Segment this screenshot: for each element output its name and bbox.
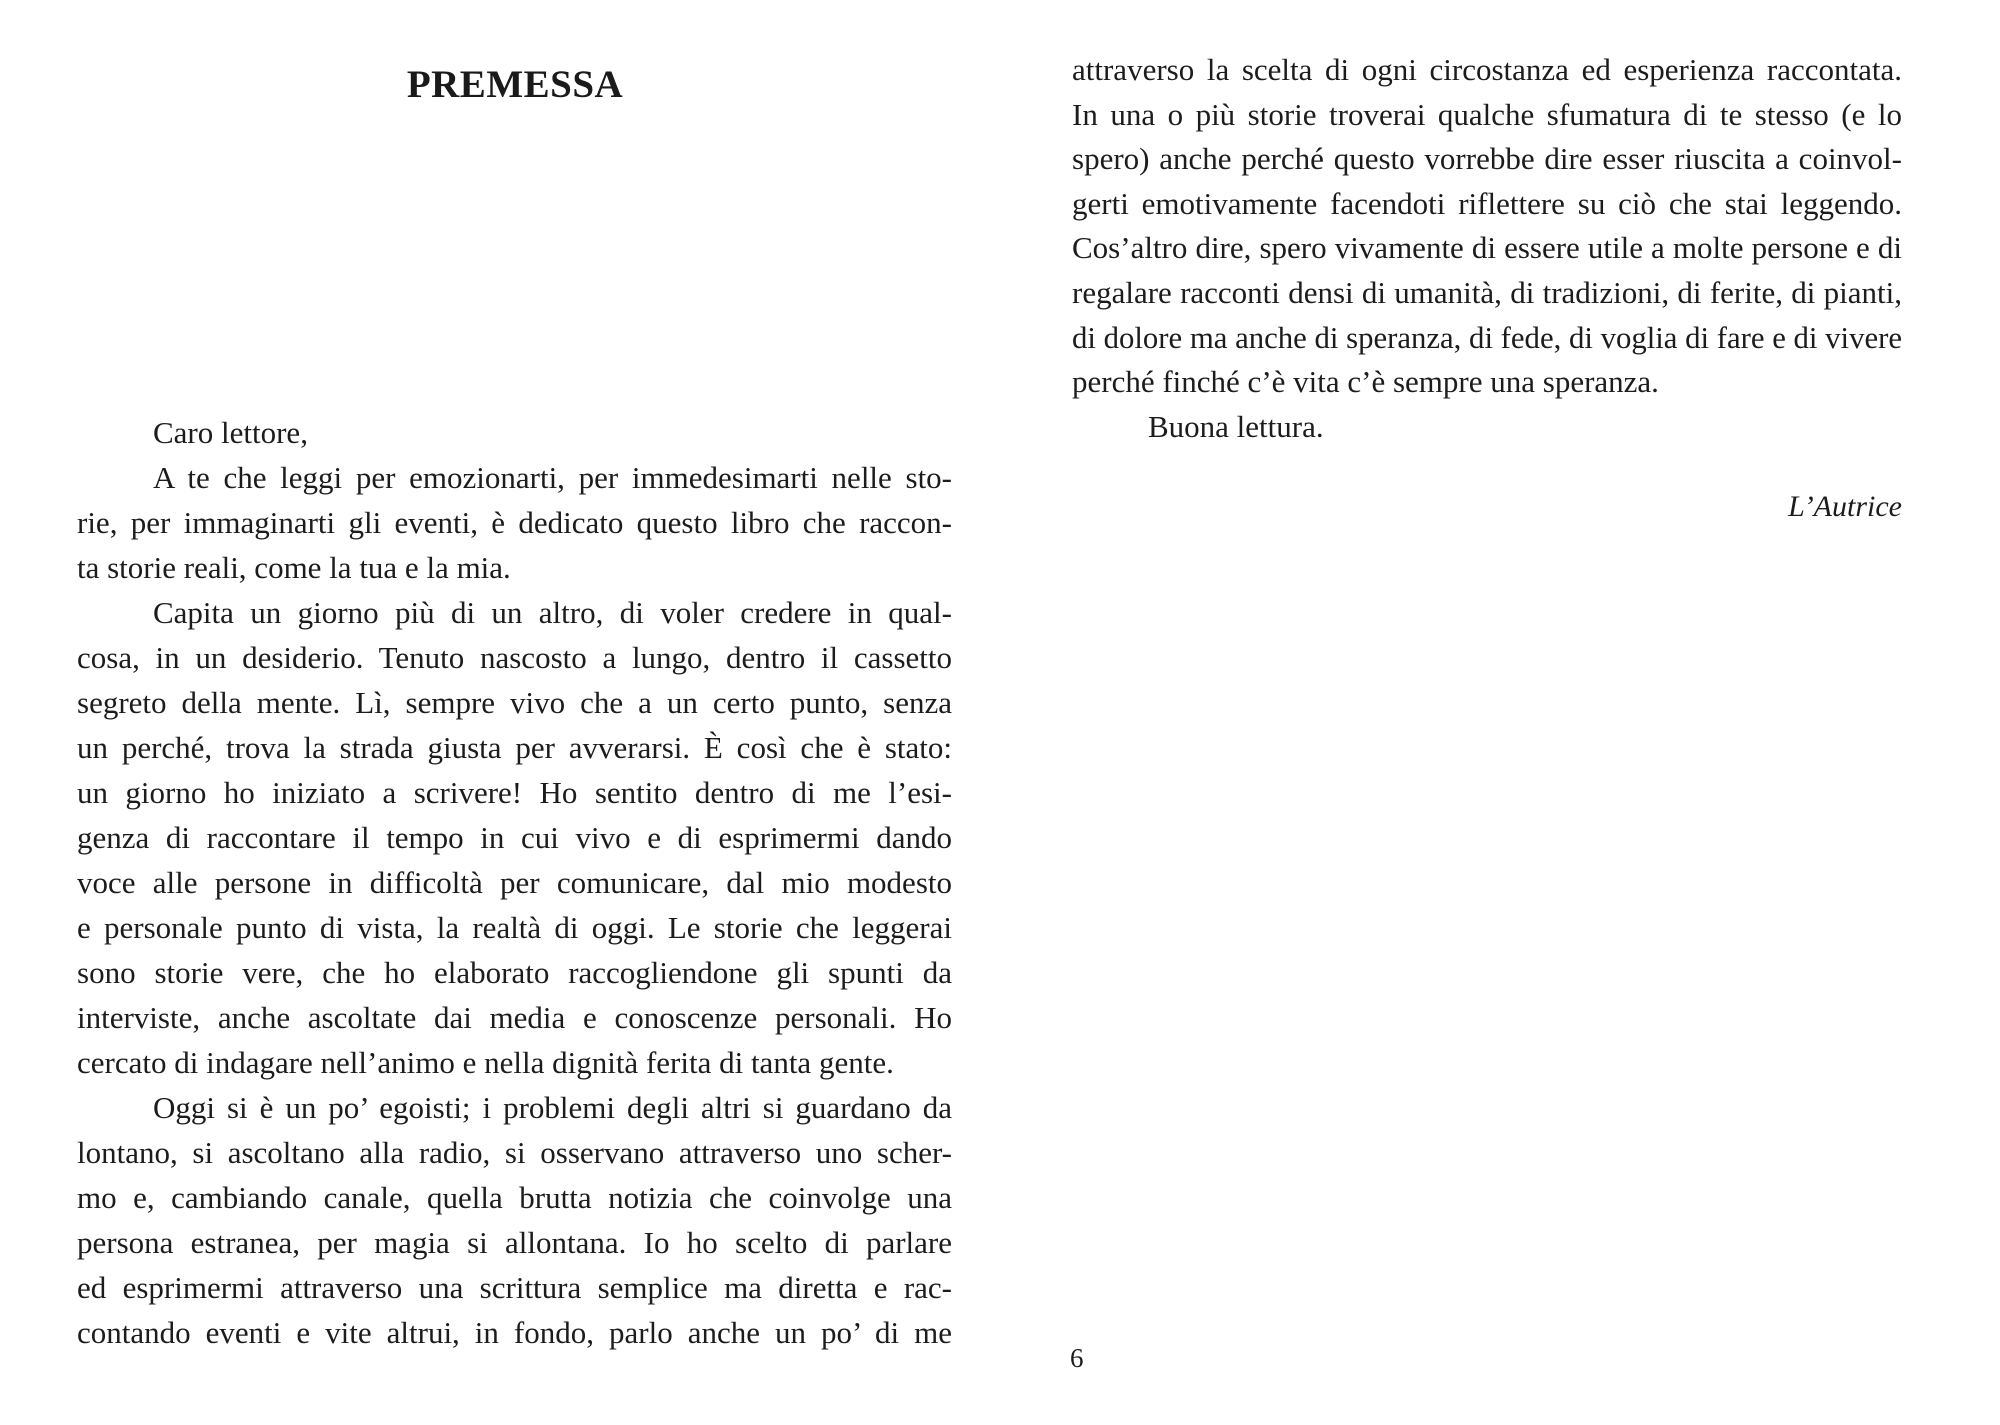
text-line: ta storie reali, come la tua e la mia. <box>77 550 511 585</box>
greeting-line: Caro lettore, <box>153 415 308 450</box>
text-line: sono storie vere, che ho elaborato raccogliendone gli spunti da <box>77 955 952 990</box>
text-line: Buona lettura. <box>1148 408 1324 444</box>
text-line: Cos’altro dire, spero vivamente di essere utile a molte persone e di <box>1072 230 1902 266</box>
text-line: interviste, anche ascoltate dai media e conoscenze personali. Ho <box>77 1000 952 1035</box>
text-line: regalare racconti densi di umanità, di tradizioni, di ferite, di pianti, <box>1072 274 1902 310</box>
page-title: PREMESSA <box>406 63 624 106</box>
text-line: A te che leggi per emozionarti, per immedesimarti nelle sto- <box>153 460 952 495</box>
text-line: genza di raccontare il tempo in cui vivo e di esprimermi dando <box>77 820 952 855</box>
text-line: ed esprimermi attraverso una scrittura semplice ma diretta e rac- <box>77 1270 952 1305</box>
text-line: cosa, in un desiderio. Tenuto nascosto a lungo, dentro il cassetto <box>77 640 952 675</box>
text-line: Capita un giorno più di un altro, di voler credere in qual- <box>153 595 952 630</box>
text-line: segreto della mente. Lì, sempre vivo che a un certo punto, senza <box>77 685 952 720</box>
text-line: voce alle persone in difficoltà per comunicare, dal mio modesto <box>77 865 952 900</box>
text-line: mo e, cambiando canale, quella brutta notizia che coinvolge una <box>77 1180 952 1215</box>
text-line: di dolore ma anche di speranza, di fede, di voglia di fare e di vivere <box>1072 319 1902 355</box>
text-line: gerti emotivamente facendoti riflettere su ciò che stai leggendo. <box>1072 185 1902 221</box>
text-line: attraverso la scelta di ogni circostanza ed esperienza raccontata. <box>1072 52 1902 87</box>
text-line: un giorno ho iniziato a scrivere! Ho sentito dentro di me l’esi- <box>77 775 952 810</box>
right-column-text <box>1072 51 1902 452</box>
left-column-text <box>77 414 952 1359</box>
text-line: perché finché c’è vita c’è sempre una speranza. <box>1072 364 1659 400</box>
text-line: e personale punto di vista, la realtà di oggi. Le storie che leggerai <box>77 910 952 945</box>
right-paragraphs <box>1072 51 1902 452</box>
text-line: un perché, trova la strada giusta per avverarsi. È così che è stato: <box>77 730 952 765</box>
text-line: contando eventi e vite altrui, in fondo, parlo anche un po’ di me <box>77 1315 952 1350</box>
page-number: 6 <box>1070 1343 1084 1373</box>
text-line: rie, per immaginarti gli eventi, è dedicato questo libro che raccon- <box>77 505 952 540</box>
text-line: In una o più storie troverai qualche sfumatura di te stesso (e lo <box>1072 96 1902 132</box>
text-line: spero) anche perché questo vorrebbe dire esser riuscita a coinvol- <box>1072 141 1902 177</box>
text-line: persona estranea, per magia si allontana. Io ho scelto di parlare <box>77 1225 952 1260</box>
text-line: cercato di indagare nell’animo e nella dignità ferita di tanta gente. <box>77 1045 894 1080</box>
right-page <box>1000 0 2000 1425</box>
text-line: lontano, si ascoltano alla radio, si osservano attraverso uno scher- <box>77 1135 952 1170</box>
left-paragraphs <box>77 459 952 1359</box>
text-line: Oggi si è un po’ egoisti; i problemi degli altri si guardano da <box>153 1090 952 1125</box>
author-signature: L’Autrice <box>1788 490 1902 523</box>
